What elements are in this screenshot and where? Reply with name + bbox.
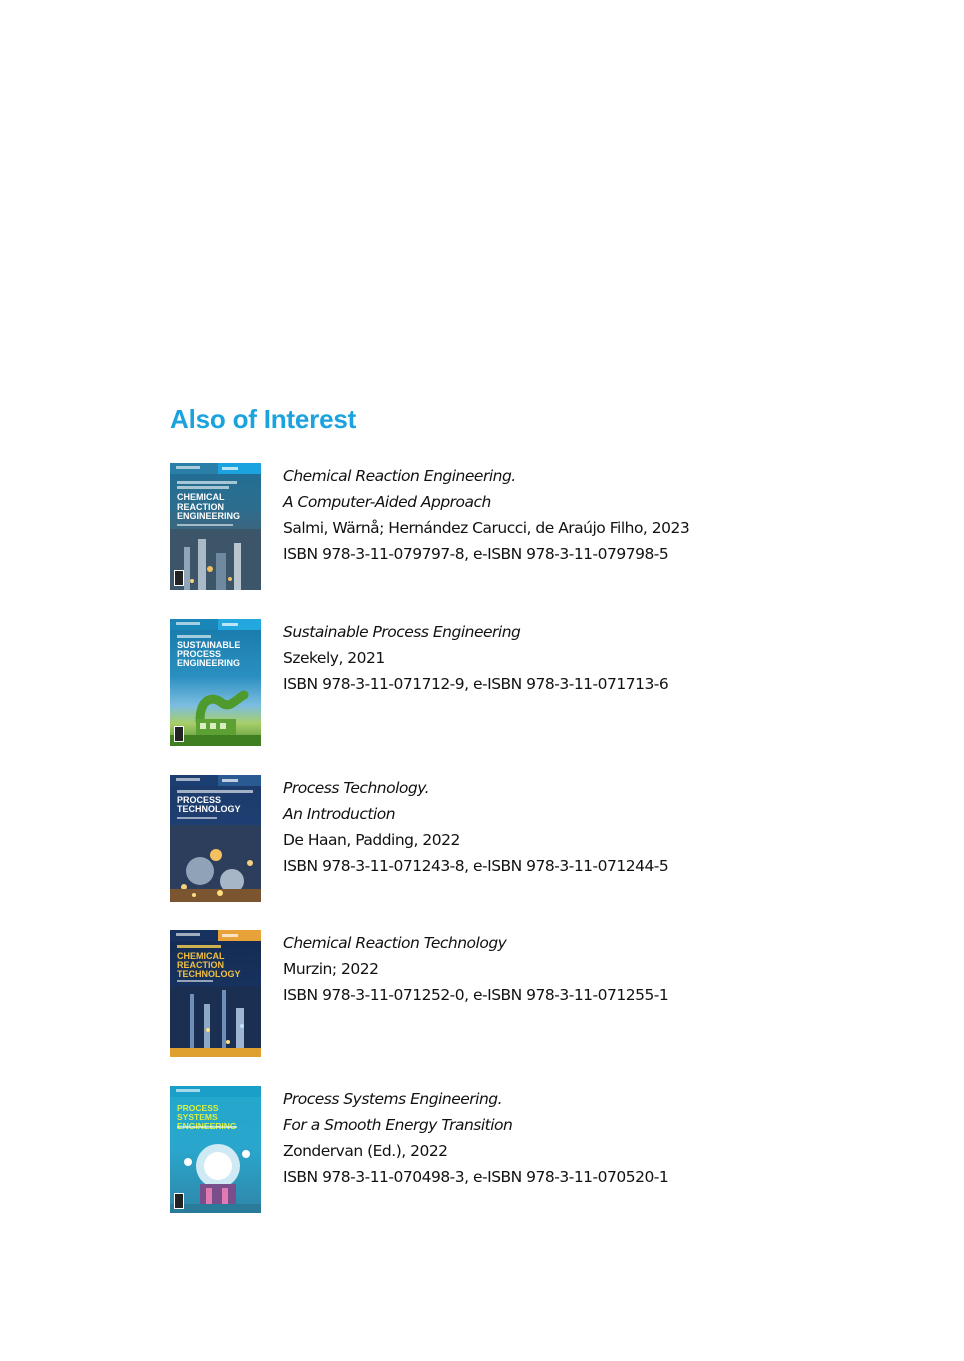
book-isbn: ISBN 978-3-11-070498-3, e-ISBN 978-3-11-070520-1: [283, 1168, 669, 1186]
book-title: For a Smooth Energy Transition: [283, 1116, 513, 1134]
book-authors: Zondervan (Ed.), 2022: [283, 1142, 448, 1160]
book-entry: [170, 463, 870, 591]
book-title: A Computer-Aided Approach: [283, 493, 491, 511]
book-title: An Introduction: [283, 805, 396, 823]
book-info: [283, 930, 668, 1008]
book-isbn: ISBN 978-3-11-079797-8, e-ISBN 978-3-11-079798-5: [283, 545, 669, 563]
book-info: [283, 775, 668, 879]
book-authors: De Haan, Padding, 2022: [283, 831, 460, 849]
book-isbn: ISBN 978-3-11-071712-9, e-ISBN 978-3-11-071713-6: [283, 675, 669, 693]
book-info: [283, 1086, 668, 1190]
book-isbn: ISBN 978-3-11-071243-8, e-ISBN 978-3-11-071244-5: [283, 857, 669, 875]
book-authors: Salmi, Wärnå; Hernández Carucci, de Araújo Filho, 2023: [283, 519, 690, 537]
cover-title: CHEMICAL REACTION ENGINEERING: [177, 492, 241, 521]
cover-title: PROCESS TECHNOLOGY: [177, 795, 241, 814]
section-heading: Also of Interest: [170, 404, 357, 434]
book-isbn: ISBN 978-3-11-071252-0, e-ISBN 978-3-11-071255-1: [283, 986, 669, 1004]
book-authors: Murzin; 2022: [283, 960, 379, 978]
book-cover: [170, 775, 261, 902]
cover-title: CHEMICAL REACTION TECHNOLOGY: [177, 951, 241, 979]
book-title: Process Technology.: [283, 779, 430, 797]
book-title: Chemical Reaction Engineering.: [283, 467, 516, 485]
book-info: [283, 619, 668, 697]
book-title: Process Systems Engineering.: [283, 1090, 503, 1108]
book-title: Sustainable Process Engineering: [283, 623, 521, 641]
book-title: Chemical Reaction Technology: [283, 934, 507, 952]
book-info: [283, 463, 689, 567]
book-authors: Szekely, 2021: [283, 649, 385, 667]
book-entry: [170, 930, 870, 1058]
book-entry: [170, 775, 870, 903]
book-cover: [170, 463, 261, 590]
cover-title: PROCESS SYSTEMS: [177, 1103, 219, 1122]
book-cover: [170, 930, 261, 1057]
book-entry: [170, 619, 870, 747]
book-cover: [170, 1086, 261, 1213]
book-entry: [170, 1086, 870, 1214]
book-cover: [170, 619, 261, 746]
cover-title: SUSTAINABLE PROCESS ENGINEERING: [177, 640, 241, 668]
